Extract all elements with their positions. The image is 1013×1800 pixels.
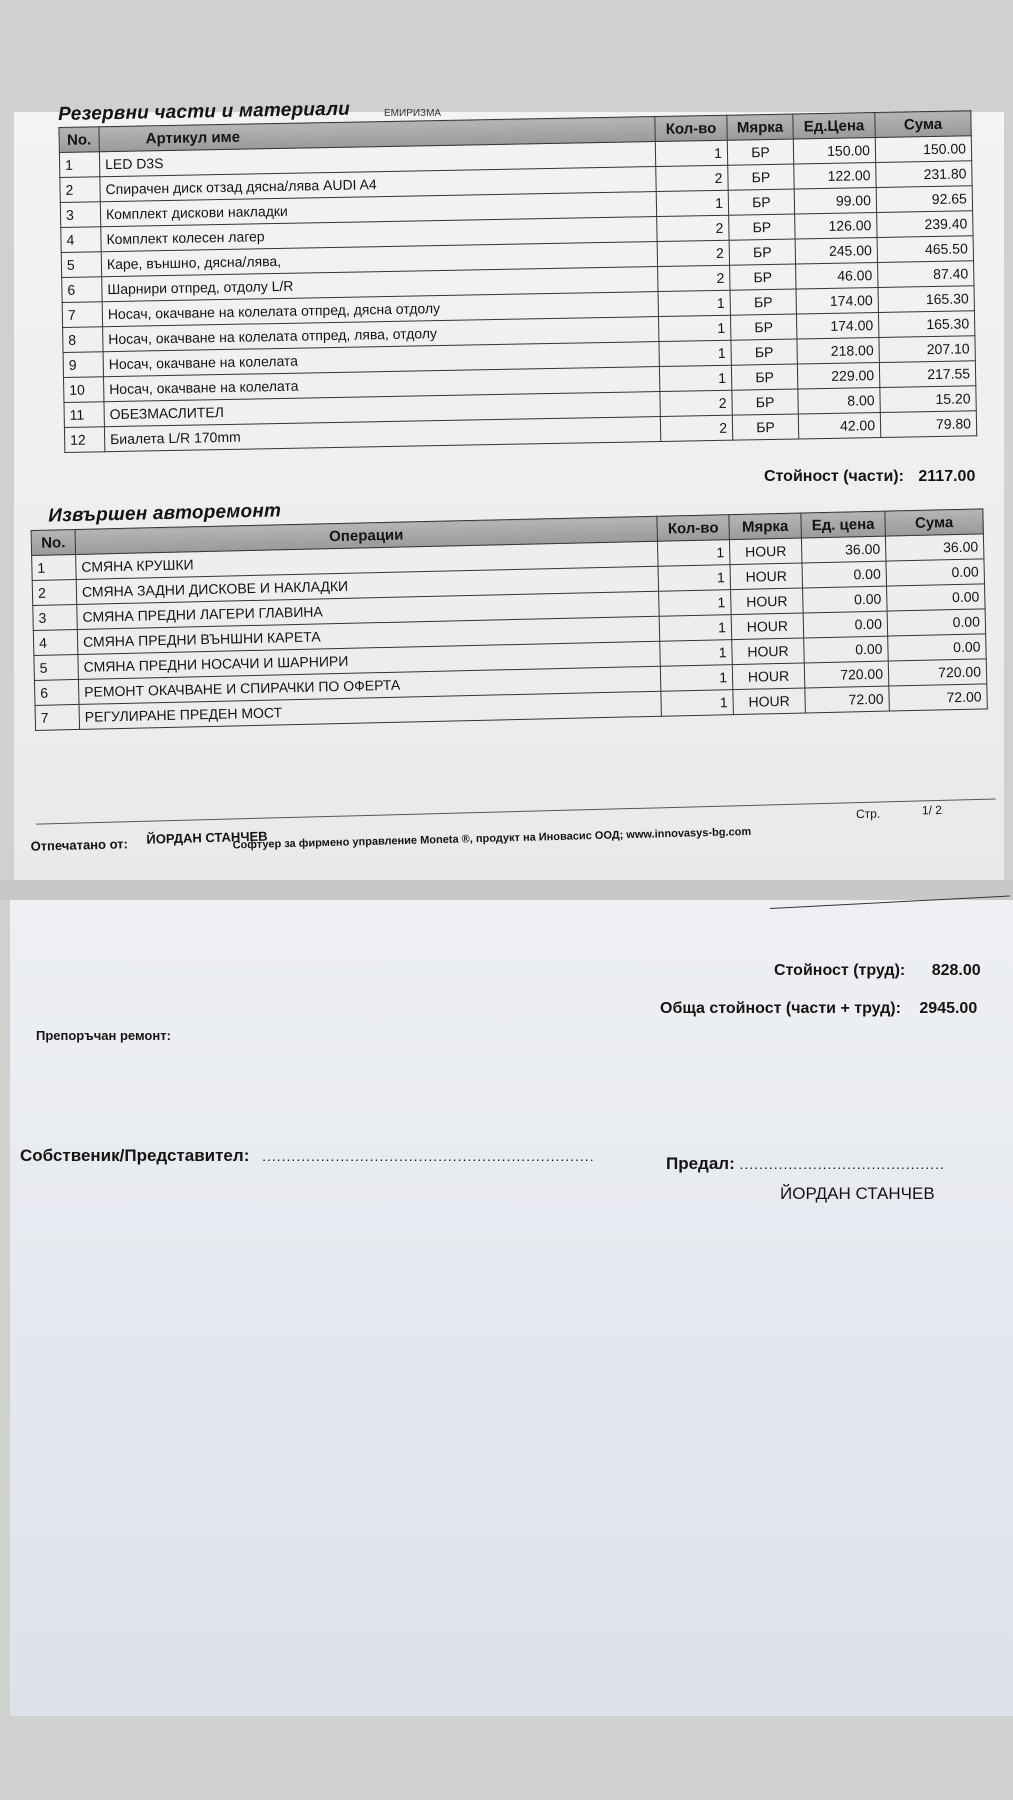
repairs-section-title: Извършен авторемонт: [47, 500, 282, 527]
unit-price: 42.00: [798, 412, 880, 438]
item-name: Спирачен диск отзад дясна/лява AUDI A4: [100, 167, 656, 202]
column-header: Артикул име: [99, 117, 655, 152]
column-header: No.: [59, 127, 99, 153]
unit: БР: [727, 139, 793, 165]
unit-price: 174.00: [796, 288, 878, 314]
line-total: 0.00: [887, 609, 986, 636]
unit: БР: [730, 264, 796, 290]
owner-signature-line: ....................................................................: [262, 1148, 595, 1164]
unit-price: 36.00: [801, 536, 886, 563]
unit: HOUR: [732, 638, 805, 665]
quantity: 1: [659, 365, 731, 391]
unit-price: 46.00: [796, 263, 878, 289]
page-label: Стр.: [855, 806, 881, 822]
item-name: Носач, окачване на колелата отпред, дясна отдолу: [102, 292, 658, 327]
unit-price: 174.00: [796, 313, 878, 339]
unit: БР: [729, 239, 795, 265]
row-number: 4: [33, 629, 78, 655]
quantity: 1: [656, 190, 728, 216]
parts-section: [58, 87, 977, 453]
row-number: 7: [62, 302, 102, 328]
background-band-bottom: [0, 1716, 1013, 1800]
row-number: 1: [32, 554, 77, 580]
line-total: 36.00: [885, 534, 984, 561]
unit-price: 8.00: [798, 387, 880, 413]
grand-total: [660, 1000, 977, 1018]
unit-price: 0.00: [804, 636, 889, 663]
repairs-table: [31, 508, 988, 731]
line-total: 239.40: [877, 211, 973, 238]
line-total: 87.40: [878, 261, 974, 288]
quantity: 1: [660, 640, 733, 667]
page-footer: [22, 798, 1002, 855]
column-header: Ед.Цена: [793, 113, 875, 139]
unit: БР: [730, 314, 796, 340]
unit: БР: [732, 414, 798, 440]
line-total: 0.00: [886, 559, 985, 586]
quantity: 2: [657, 240, 729, 266]
quantity: 1: [659, 615, 732, 642]
unit: HOUR: [731, 588, 804, 615]
quantity: 1: [658, 290, 730, 316]
handed-signature-line: ..........................................: [739, 1156, 945, 1172]
unit: HOUR: [732, 663, 805, 690]
line-total: 165.30: [878, 311, 974, 338]
column-header: Сума: [885, 509, 984, 536]
unit-price: 122.00: [794, 163, 876, 189]
row-number: 11: [64, 402, 104, 428]
owner-signature: [20, 1146, 595, 1166]
item-name: Комплект колесен лагер: [101, 217, 657, 252]
row-number: 2: [32, 579, 77, 605]
row-number: 1: [59, 152, 99, 178]
column-header: No.: [31, 529, 76, 555]
item-name: Каре, външно, дясна/лява,: [101, 242, 657, 277]
line-total: 231.80: [876, 161, 972, 188]
item-name: РЕМОНТ ОКАЧВАНЕ И СПИРАЧКИ ПО ОФЕРТА: [78, 666, 660, 704]
parts-section-title: Резервни части и материали: [58, 98, 351, 125]
background-band-middle: [0, 880, 1013, 900]
grand-total-value: 2945.00: [919, 1000, 978, 1017]
quantity: 1: [660, 665, 733, 692]
unit: БР: [731, 339, 797, 365]
row-number: 2: [60, 177, 100, 203]
row-number: 8: [63, 327, 103, 353]
line-total: 150.00: [875, 136, 971, 163]
header-fragment: ЕМИРИЗМА: [384, 108, 442, 119]
row-number: 5: [61, 252, 101, 278]
line-total: 720.00: [888, 659, 987, 686]
column-header: Кол-во: [655, 115, 727, 141]
item-name: Носач, окачване на колелата: [104, 367, 660, 402]
unit-price: 0.00: [803, 611, 888, 638]
quantity: 2: [660, 390, 732, 416]
invoice-page-1: [14, 98, 1004, 880]
handed-name: ЙОРДАН СТАНЧЕВ: [780, 1184, 935, 1203]
unit: БР: [728, 189, 794, 215]
parts-table: [58, 110, 977, 453]
invoice-page-2: [10, 900, 1013, 1716]
unit-price: 99.00: [794, 188, 876, 214]
row-number: 7: [35, 704, 80, 730]
labor-total-value: 828.00: [931, 962, 981, 979]
unit: HOUR: [733, 688, 806, 715]
item-name: Носач, окачване на колелата: [103, 342, 659, 377]
unit-price: 72.00: [805, 686, 890, 713]
item-name: Биалета L/R 170mm: [104, 417, 660, 452]
column-header: Мярка: [727, 114, 793, 140]
unit-price: 0.00: [803, 586, 888, 613]
line-total: 165.30: [878, 286, 974, 313]
row-number: 6: [62, 277, 102, 303]
quantity: 1: [659, 340, 731, 366]
item-name: РЕГУЛИРАНЕ ПРЕДЕН МОСТ: [79, 691, 661, 729]
parts-total-label: Стойност (части):: [764, 468, 904, 485]
unit: HOUR: [731, 613, 804, 640]
quantity: 1: [657, 540, 730, 567]
parts-total: [764, 468, 975, 486]
line-total: 72.00: [889, 684, 988, 711]
unit-price: 245.00: [795, 238, 877, 264]
item-name: СМЯНА ПРЕДНИ НОСАЧИ И ШАРНИРИ: [78, 641, 660, 679]
unit: БР: [731, 364, 797, 390]
unit: БР: [732, 389, 798, 415]
item-name: СМЯНА КРУШКИ: [76, 541, 658, 579]
column-header: Ед. цена: [801, 511, 886, 538]
repairs-section: [30, 484, 988, 731]
row-number: 12: [64, 427, 104, 453]
row-number: 10: [64, 377, 104, 403]
page-number: 1/ 2: [921, 802, 943, 818]
quantity: 1: [659, 590, 732, 617]
row-number: 9: [63, 352, 103, 378]
line-total: 92.65: [876, 186, 972, 213]
quantity: 2: [658, 265, 730, 291]
column-header: Мярка: [729, 513, 802, 540]
printed-by-name: ЙОРДАН СТАНЧЕВ: [146, 828, 268, 847]
item-name: Комплект дискови накладки: [100, 192, 656, 227]
unit: БР: [730, 289, 796, 315]
quantity: 2: [657, 215, 729, 241]
item-name: СМЯНА ПРЕДНИ ВЪНШНИ КАРЕТА: [77, 616, 659, 654]
unit-price: 126.00: [795, 213, 877, 239]
line-total: 0.00: [888, 634, 987, 661]
item-name: СМЯНА ПРЕДНИ ЛАГЕРИ ГЛАВИНА: [77, 591, 659, 629]
column-header: Кол-во: [657, 515, 730, 542]
column-header: Сума: [875, 111, 971, 138]
software-credit: Софтуер за фирмено управление Moneta ®, продукт на Иновасис ООД; www.innovasys-bg.com: [232, 825, 752, 852]
labor-total-label: Стойност (труд):: [774, 962, 906, 979]
line-total: 465.50: [877, 236, 973, 263]
owner-label: Собственик/Представител:: [20, 1146, 250, 1165]
unit-price: 218.00: [797, 337, 879, 363]
quantity: 1: [658, 565, 731, 592]
row-number: 3: [33, 604, 78, 630]
printed-by-label: Отпечатано от:: [30, 836, 129, 854]
parts-total-value: 2117.00: [918, 468, 976, 485]
quantity: 1: [658, 315, 730, 341]
quantity: 2: [656, 165, 728, 191]
row-number: 6: [34, 679, 79, 705]
unit-price: 720.00: [804, 661, 889, 688]
row-number: 4: [61, 227, 101, 253]
item-name: Шарнири отпред, отдолу L/R: [102, 267, 658, 302]
item-name: LED D3S: [99, 142, 655, 177]
handed-signature: [666, 1154, 945, 1174]
line-total: 79.80: [880, 411, 976, 438]
row-number: 3: [60, 202, 100, 228]
grand-total-label: Обща стойност (части + труд):: [660, 1000, 901, 1017]
unit-price: 150.00: [793, 138, 875, 164]
line-total: 0.00: [887, 584, 986, 611]
quantity: 1: [661, 690, 734, 717]
quantity: 1: [655, 140, 727, 166]
unit: БР: [729, 214, 795, 240]
unit-price: 0.00: [802, 561, 887, 588]
line-total: 15.20: [880, 386, 976, 413]
unit: БР: [728, 164, 794, 190]
column-header: Операции: [75, 516, 657, 554]
line-total: 217.55: [879, 361, 975, 388]
recommended-repair-label: Препоръчан ремонт:: [36, 1028, 171, 1043]
row-number: 5: [34, 654, 79, 680]
unit: HOUR: [729, 538, 802, 565]
item-name: СМЯНА ЗАДНИ ДИСКОВЕ И НАКЛАДКИ: [76, 566, 658, 604]
labor-total: [774, 962, 981, 980]
unit: HOUR: [730, 563, 803, 590]
unit-price: 229.00: [797, 362, 879, 388]
item-name: ОБЕЗМАСЛИТЕЛ: [104, 392, 660, 427]
item-name: Носач, окачване на колелата отпред, лява, отдолу: [103, 317, 659, 352]
line-total: 207.10: [879, 336, 975, 363]
handed-label: Предал:: [666, 1154, 735, 1173]
quantity: 2: [660, 415, 732, 441]
